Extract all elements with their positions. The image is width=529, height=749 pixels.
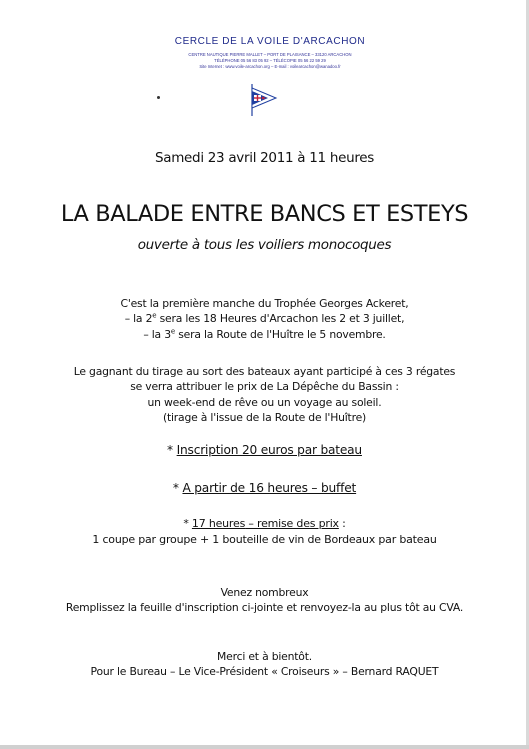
thanks-line: Merci et à bientôt. — [217, 650, 312, 663]
draw-line-3: un week-end de rêve ou un voyage au soleil. — [147, 395, 382, 409]
draw-line-4: (tirage à l'issue de la Route de l'Huître) — [162, 410, 367, 424]
event-subtitle: ouverte à tous les voiliers monocoques — [137, 237, 392, 253]
draw-line-2: se verra attribuer le prix de La Dépêche du Bassin : — [130, 380, 399, 394]
buffet-text: A partir de 16 heures – buffet — [182, 481, 357, 495]
signature-line: Pour le Bureau – Le Vice-Président « Croiseurs » – Bernard RAQUET — [90, 665, 439, 679]
prizes-heading: * 17 heures – remise des prix : — [183, 517, 346, 530]
trophy-line-2: – la 2e sera les 18 Heures d'Arcachon les 2 et 3 juillet, — [124, 311, 405, 326]
event-title: LA BALADE ENTRE BANCS ET ESTEYS — [60, 201, 469, 227]
club-phone: TÉLÉPHONE 05 56 83 05 92 – TÉLÉCOPIE 05 56 22 59 29 — [214, 58, 326, 63]
trophy-line-3: – la 3e sera la Route de l'Huître le 5 novembre. — [143, 327, 386, 341]
venez-line: Venez nombreux — [220, 586, 309, 599]
letterhead — [110, 36, 430, 70]
club-web: Site Internet : www.voile-arcachon.org – E-mail : voilearcachon@wanadoo.fr — [199, 64, 341, 69]
sign-off — [0, 649, 529, 680]
prizes-item — [0, 516, 529, 547]
stray-dot — [157, 96, 160, 99]
club-burgee-logo — [246, 82, 278, 118]
buffet-item: * A partir de 16 heures – buffet — [172, 481, 357, 495]
trophy-paragraph — [0, 296, 529, 342]
club-address: CENTRE NAUTIQUE PIERRE MALLET – PORT DE PLAISANCE – 33120 ARCACHON — [188, 52, 352, 57]
page-edge-bottom — [0, 745, 529, 749]
draw-line-1: Le gagnant du tirage au sort des bateaux ayant participé à ces 3 régates — [73, 365, 456, 378]
trophy-line-1: C'est la première manche du Trophée Georges Ackeret, — [120, 297, 409, 310]
inscription-item: * Inscription 20 euros par bateau — [167, 443, 362, 457]
inscription-text: Inscription 20 euros par bateau — [176, 443, 362, 457]
inscription-instructions: Remplissez la feuille d'inscription ci-jointe et renvoyez-la au plus tôt au CVA. — [65, 601, 464, 615]
draw-paragraph — [0, 364, 529, 425]
club-name: CERCLE DE LA VOILE D'ARCACHON — [174, 36, 366, 47]
call-to-action — [0, 585, 529, 616]
prizes-detail: 1 coupe par groupe + 1 bouteille de vin de Bordeaux par bateau — [92, 532, 437, 546]
event-date: Samedi 23 avril 2011 à 11 heures — [154, 150, 375, 166]
